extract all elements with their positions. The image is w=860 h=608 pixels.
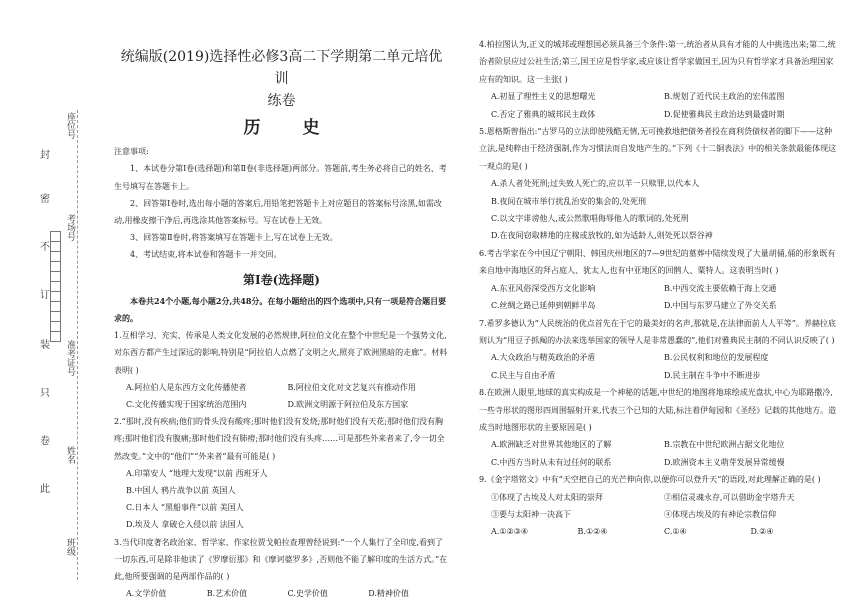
option-c[interactable]: C.文化传播实现于国家统治范围内 (126, 400, 247, 410)
question-8 (479, 384, 837, 471)
option-list (114, 379, 449, 413)
statement-4: ④体现古埃及的有神论宗教信仰 (664, 509, 776, 519)
exam-room-label: 考场号 (65, 214, 75, 241)
statement-1: ①体现了古埃及人对太阳的崇拜 (491, 492, 603, 502)
seal-char-bu: 不 (40, 242, 50, 253)
option-d[interactable]: D.欧洲文明源于阿拉伯及东方国家 (287, 400, 409, 410)
seal-char-feng: 封 (40, 150, 50, 161)
option-list (479, 523, 837, 540)
option-b[interactable]: B.规划了近代民主政治的宏伟蓝图 (664, 92, 785, 102)
option-list (479, 88, 837, 123)
seal-char-ding: 订 (40, 290, 50, 301)
question-stem: 7.希罗多德认为“人民统治的优点首先在于它的最美好的名声,那就是,在法律面前人人平等”。养赫拉底则认为“用豆子抓阄的办法来选举国家的领导人是非常愚蠢的”,他们对雅典民主制的不同认识反映了( ) (479, 318, 836, 345)
option-a[interactable]: A.大众政治与精英政治的矛盾 (491, 353, 596, 363)
question-7 (479, 315, 837, 385)
seal-char-zhi: 只 (40, 388, 50, 399)
option-list (479, 349, 837, 384)
question-5 (479, 123, 837, 245)
question-6 (479, 245, 837, 315)
option-c[interactable]: C.民主与自由矛盾 (491, 370, 556, 380)
class-label: 班级 (65, 538, 75, 556)
binding-strip (0, 0, 100, 608)
statement-2: ②相信灵魂永存,可以借助金字塔升天 (664, 492, 795, 502)
candidate-id-grid (50, 232, 61, 342)
option-d[interactable]: D.埃及人 拿破仑入侵以前 法国人 (126, 520, 244, 530)
name-label: 姓名 (65, 446, 75, 464)
section-title: 第Ⅰ卷(选择题) (243, 272, 320, 287)
question-stem: 3.当代印度著名政治家、哲学家、作家拉贾戈帕拉查理曾经说到:“一个人集行了全印度,看到了一切东西,可是除非他读了《罗摩衍那》和《摩诃婆罗多》,否则他不能了解印度的生活方式。”在此,他所要强调的是两部作品的( ) (114, 537, 448, 582)
option-d[interactable]: D.民主制在斗争中不断进步 (664, 370, 761, 380)
left-column (114, 38, 449, 602)
notice-item: 1、本试卷分第Ⅰ卷(选择题)和第Ⅱ卷(非选择题)两部分。答题前,考生务必将自己的姓名、考生号填写在答题卡上。 (114, 164, 447, 191)
seal-char-zhuang: 装 (40, 340, 50, 351)
right-column (479, 36, 837, 541)
option-b[interactable]: B.宗教在中世纪欧洲占据文化地位 (664, 440, 785, 450)
question-4 (479, 36, 837, 123)
option-list (479, 436, 837, 471)
question-2 (114, 413, 449, 533)
seal-char-juan: 卷 (40, 436, 50, 447)
notice-item: 3、回答第Ⅱ卷时,将答案填写在答题卡上,写在试卷上无效。 (130, 233, 338, 243)
subject-title: 历 史 (243, 118, 338, 138)
option-d[interactable]: D.促使雅典民主政治达到最盛时期 (664, 109, 785, 119)
question-3 (114, 534, 449, 603)
seal-char-mi: 密 (40, 194, 50, 205)
option-b[interactable]: B.中国人 鸦片战争以前 英国人 (126, 486, 236, 496)
question-stem: 1.互相学习、充实、传承是人类文化发展的必然规律,阿拉伯文化在整个中世纪是一个强势文化,对东西方都产生过深远的影响,特别是“阿拉伯人点燃了文明之火,照亮了欧洲黑暗的走廊”。材料表明( ) (114, 331, 448, 375)
question-stem: 5.恩格斯曾指出:“古罗马的立法即使残酷无情,无可挽救地把债务者投在商利贷债权者的脚下——这种立法,是纯粹由于经济强制,作为习惯法而自发地产生的。”下列《十二铜表法》中的相关条款最能体现这一观点的是( ) (479, 127, 837, 171)
option-b[interactable]: B.夜间在城市举行扰乱治安的集会的,处死刑 (491, 196, 646, 206)
admission-number-label: 准考证号 (65, 340, 75, 376)
option-d[interactable]: D.欧洲资本主义萌芽发展异常缓慢 (664, 457, 785, 467)
option-c[interactable]: C.以文字诽谤他人,或公然歌唱侮辱他人的歌词的,处死刑 (491, 214, 689, 224)
option-a[interactable]: A.杀人者处死刑;过失致人死亡的,应以羊一只赎罪,以代本人 (491, 179, 700, 189)
binding-dashed-line (77, 110, 78, 580)
option-list (479, 280, 837, 315)
question-9 (479, 471, 837, 541)
option-c[interactable]: C.丝绸之路已延伸到朝鲜半岛 (491, 301, 596, 311)
exam-title: 统编版(2019)选择性必修3高二下学期第二单元培优训 练卷 (120, 49, 443, 109)
notice-item: 2、回答第Ⅰ卷时,选出每小题的答案后,用铅笔把答题卡上对应题目的答案标号涂黑,如需改动,用橡皮擦干净后,再选涂其他答案标号。写在试卷上无效。 (114, 198, 442, 226)
question-stem: 8.在欧洲人眼里,地球的真实构成是一个神秘的话题,中世纪的地图将地球绘成光盘状,中心为耶路撒冷,一些寺形状的图形四周围辐射开来,代表三个已知的大陆,标注着伊甸园和《圣经》记载的其他地方。造成当时地图形状的主要原因是( ) (479, 388, 837, 432)
option-b[interactable]: B.公民权利和地位的发展程度 (664, 353, 769, 363)
option-d[interactable]: D.在夜间窃取耕地的庄稼或放牧的,如为适龄人,则处死以祭谷神 (491, 231, 713, 241)
question-stem: 2.“那时,没有疾病;他们的骨头没有酸疼;那时他们没有发烧;那时他们没有天花;那时他们没有胸疼;那时他们没有腹痛;那时他们没有肺痨;那时他们没有头疼……可是那些外来者来了,令一切全然改变。”文中的“他们”“外来者”最有可能是( ) (114, 417, 445, 461)
option-list (114, 465, 449, 534)
section-instruction: 本卷共24个小题,每小题2分,共48分。在每小题给出的四个选项中,只有一项是符合题目要求的。 (114, 295, 447, 324)
option-b[interactable]: B.中西交流主要依赖于海上交通 (664, 283, 777, 293)
option-list (479, 175, 837, 245)
option-a[interactable]: A.欧洲缺乏对世界其他地区的了解 (491, 440, 612, 450)
option-b[interactable]: B.阿拉伯文化对文艺复兴有推动作用 (287, 382, 416, 392)
option-a[interactable]: A.①②③④ (491, 527, 529, 537)
option-a[interactable]: A.印第安人 “地理大发现”以前 西班牙人 (126, 468, 268, 478)
seal-char-ci: 此 (40, 484, 50, 495)
option-c[interactable]: C.①④ (664, 527, 687, 537)
option-c[interactable]: C.否定了雅典的城邦民主政体 (491, 109, 596, 119)
option-a[interactable]: A.初显了理性主义的思想曙光 (491, 92, 596, 102)
option-c[interactable]: C.史学价值 (287, 589, 328, 599)
option-a[interactable]: A.阿拉伯人是东西方文化传播使者 (126, 382, 247, 392)
option-d[interactable]: D.精神价值 (368, 589, 409, 599)
seat-number-label: 座位号 (65, 112, 75, 139)
option-list (114, 585, 449, 602)
option-a[interactable]: A.东亚风俗深受西方文化影响 (491, 283, 596, 293)
question-stem: 9.《金字塔铭文》中有“天空把自己的光芒伸向你,以便你可以登升天”的语段,对此理解正确的是( ) (479, 475, 821, 485)
option-c[interactable]: C.日本人 “黑船事件”以前 美国人 (126, 503, 244, 513)
option-b[interactable]: B.艺术价值 (206, 589, 248, 599)
question-stem: 4.柏拉图认为,正义的城邦或理想国必须具备三个条件:第一,统治者从具有才能的人中挑选出来;第二,统治者阶层应过公社生活;第三,国王应是哲学家,或应该让哲学家做国王,因为只有哲学家才具备治理国家应有的知识。这一主张( ) (479, 40, 836, 84)
option-b[interactable]: B.①②④ (577, 527, 608, 537)
option-d[interactable]: D.②④ (750, 527, 774, 537)
option-c[interactable]: C.中西方当时从未有过任何的联系 (491, 457, 612, 467)
statement-list (479, 489, 837, 524)
notice-item: 4、考试结束,将本试卷和答题卡一并交回。 (130, 250, 282, 260)
option-d[interactable]: D.中国与东罗马建立了外交关系 (664, 301, 777, 311)
question-stem: 6.考古学家在今中国辽宁朝阳、韩国庆州地区的7—9世纪的墓葬中陆续发现了大量胡俑,俑的形象既有来自地中海地区的拜占庭人、犹太人,也有中亚地区的回鹘人、粟特人。这表明当时( ) (479, 248, 836, 276)
option-a[interactable]: A.文学价值 (126, 589, 167, 599)
question-1 (114, 327, 449, 413)
notice-heading: 注意事项: (114, 147, 149, 157)
statement-3: ③要与太阳神一决高下 (491, 509, 571, 519)
